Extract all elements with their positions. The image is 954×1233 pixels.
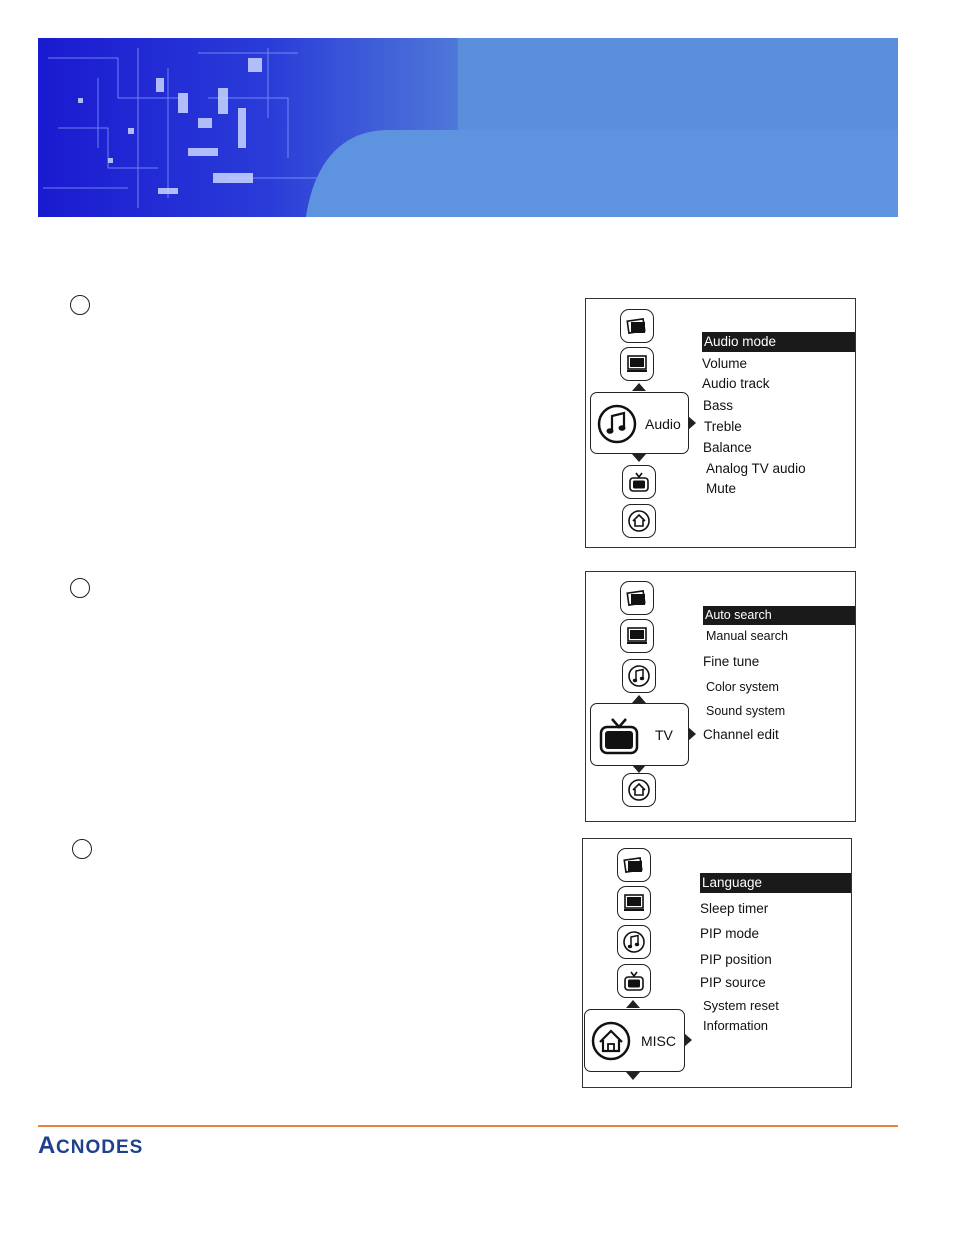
menu-item-pip-source[interactable]: PIP source — [700, 975, 766, 990]
arrow-up-icon — [632, 383, 646, 391]
home-icon[interactable] — [622, 773, 656, 807]
step-marker-1 — [70, 295, 90, 315]
arrow-down-icon — [632, 454, 646, 462]
menu-item-sleep-timer[interactable]: Sleep timer — [700, 901, 769, 916]
music-note-icon — [597, 404, 637, 444]
menu-item-color-system[interactable]: Color system — [706, 680, 779, 694]
chevron-right-icon — [688, 416, 696, 430]
tv-icon — [599, 715, 639, 755]
step-marker-2 — [70, 578, 90, 598]
arrow-up-icon — [626, 1000, 640, 1008]
svg-text:CNODES: CNODES — [56, 1137, 144, 1156]
chevron-right-icon — [684, 1033, 692, 1047]
menu-item-pip-position[interactable]: PIP position — [700, 952, 772, 967]
arrow-up-icon — [632, 695, 646, 703]
picture-icon[interactable] — [617, 848, 651, 882]
menu-item-channel-edit[interactable]: Channel edit — [703, 727, 779, 742]
menu-item-treble[interactable]: Treble — [704, 419, 742, 434]
osd-tv-menu — [585, 571, 856, 822]
footer-divider — [38, 1125, 898, 1127]
chevron-right-icon — [688, 727, 696, 741]
menu-item-auto-search[interactable]: Auto search — [703, 606, 855, 625]
music-note-icon[interactable] — [622, 659, 656, 693]
selected-category-misc[interactable] — [584, 1009, 685, 1072]
menu-item-bass[interactable]: Bass — [703, 398, 734, 413]
monitor-icon[interactable] — [617, 886, 651, 920]
osd-audio-menu — [585, 298, 856, 548]
menu-item-audio-track[interactable]: Audio track — [702, 376, 770, 391]
arrow-down-icon — [632, 765, 646, 773]
menu-item-balance[interactable]: Balance — [703, 440, 752, 455]
selected-category-audio[interactable] — [590, 392, 689, 454]
osd-misc-menu — [582, 838, 852, 1088]
acnodes-logo — [38, 1130, 198, 1156]
menu-item-manual-search[interactable]: Manual search — [706, 629, 788, 643]
menu-item-audio-mode[interactable]: Audio mode — [702, 332, 855, 352]
menu-item-mute[interactable]: Mute — [706, 481, 737, 496]
step-marker-3 — [72, 839, 92, 859]
picture-icon[interactable] — [620, 581, 654, 615]
picture-icon[interactable] — [620, 309, 654, 343]
header-banner — [38, 38, 898, 217]
music-note-icon[interactable] — [617, 925, 651, 959]
tv-icon[interactable] — [617, 964, 651, 998]
menu-item-language[interactable]: Language — [700, 873, 851, 893]
monitor-icon[interactable] — [620, 347, 654, 381]
selected-category-label: Audio — [645, 416, 681, 432]
menu-item-system-reset[interactable]: System reset — [703, 998, 779, 1013]
menu-item-volume[interactable]: Volume — [702, 356, 748, 371]
circuit-board-image — [38, 38, 898, 217]
tv-icon[interactable] — [622, 465, 656, 499]
arrow-down-icon — [626, 1072, 640, 1080]
menu-item-sound-system[interactable]: Sound system — [706, 704, 786, 718]
monitor-icon[interactable] — [620, 619, 654, 653]
selected-category-label: TV — [655, 727, 673, 743]
menu-item-pip-mode[interactable]: PIP mode — [700, 926, 760, 941]
menu-item-information[interactable]: Information — [703, 1018, 769, 1033]
selected-category-label: MISC — [641, 1033, 676, 1049]
svg-text:A: A — [38, 1132, 57, 1156]
selected-category-tv[interactable] — [590, 703, 689, 766]
home-icon — [591, 1021, 631, 1061]
home-icon[interactable] — [622, 504, 656, 538]
menu-item-analog-tv-audio[interactable]: Analog TV audio — [706, 461, 806, 476]
menu-item-fine-tune[interactable]: Fine tune — [703, 654, 760, 669]
